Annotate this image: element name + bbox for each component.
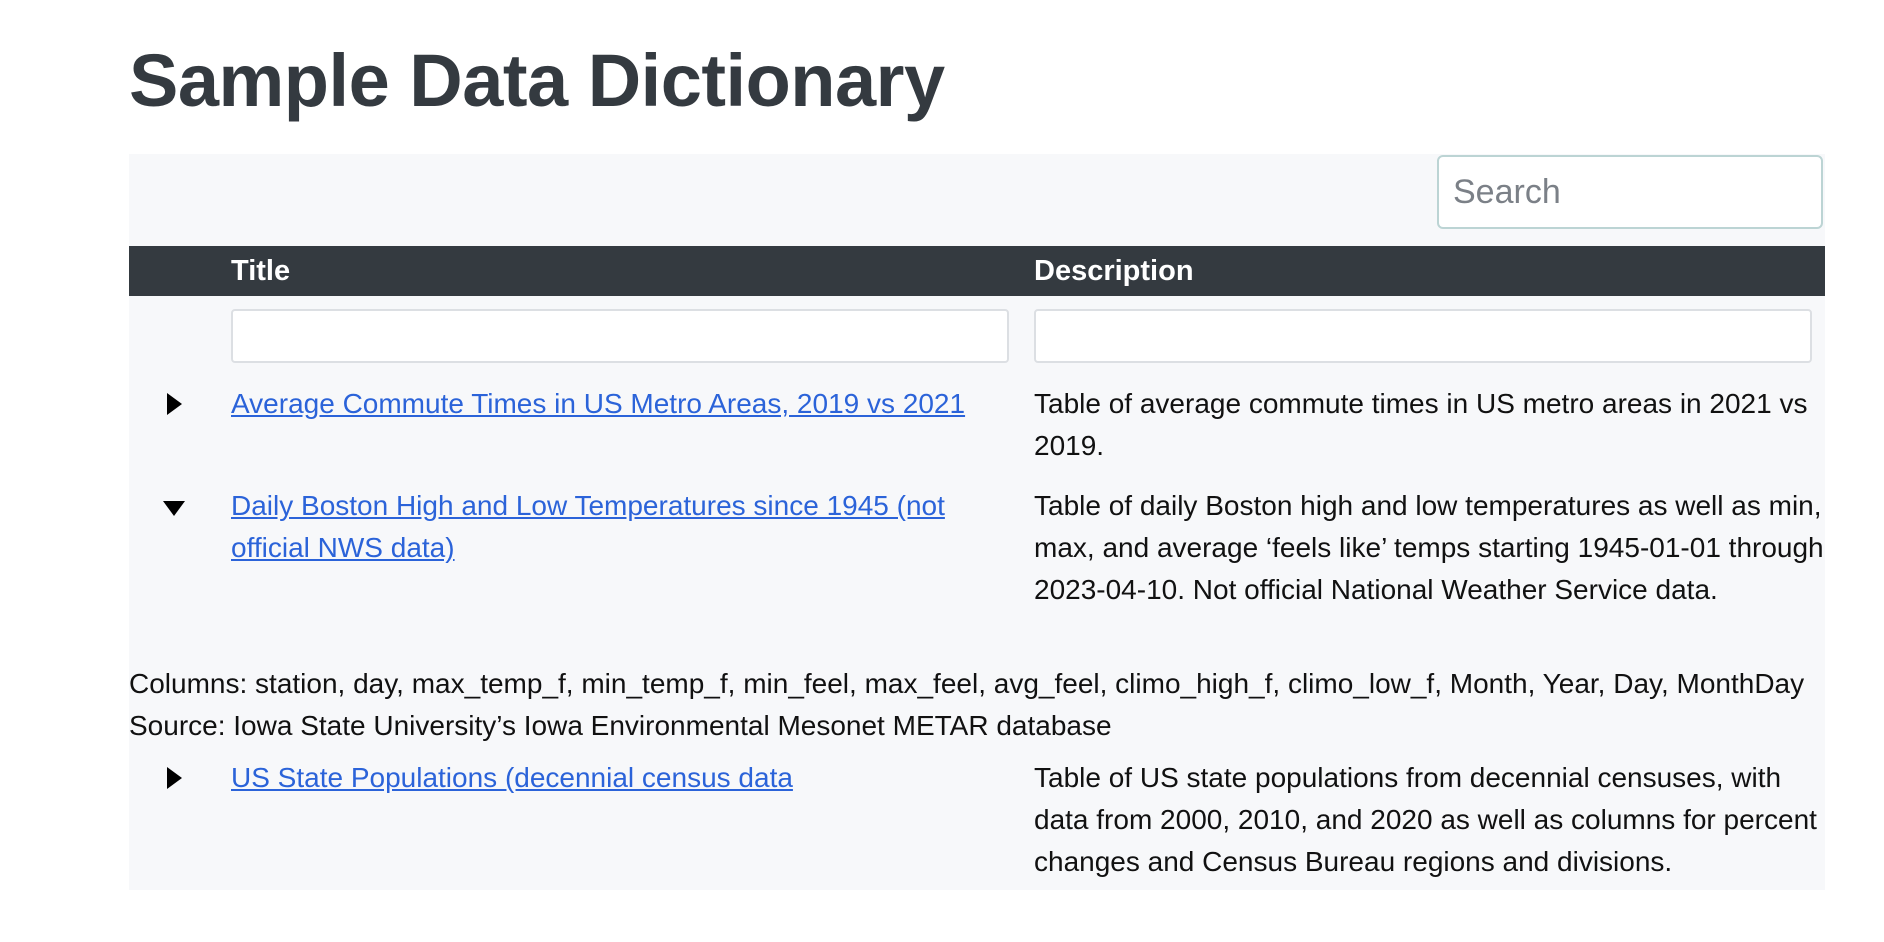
caret-down-icon (163, 501, 185, 516)
column-header-description[interactable]: Description (1034, 255, 1194, 287)
title-filter-input[interactable] (231, 309, 1009, 363)
caret-right-icon (167, 767, 182, 789)
expand-row-toggle[interactable] (163, 767, 185, 789)
search-input[interactable] (1437, 155, 1823, 229)
expand-row-toggle[interactable] (163, 393, 185, 415)
row-details-source: Source: Iowa State University’s Iowa Environmental Mesonet METAR database (129, 710, 1112, 741)
row-description: Table of US state populations from decennial censuses, with data from 2000, 2010, and 2020 as well as columns for percent changes and Census Bureau regions and divisions. (1034, 762, 1817, 877)
row-title-link[interactable]: US State Populations (decennial census data (231, 762, 793, 793)
row-title-link[interactable]: Daily Boston High and Low Temperatures since 1945 (not official NWS data) (231, 490, 945, 563)
collapse-row-toggle[interactable] (163, 497, 185, 519)
column-header-title[interactable]: Title (231, 255, 291, 287)
caret-right-icon (167, 393, 182, 415)
row-description: Table of average commute times in US metro areas in 2021 vs 2019. (1034, 388, 1808, 461)
description-filter-input[interactable] (1034, 309, 1812, 363)
table-header (129, 246, 1825, 296)
page-title: Sample Data Dictionary (129, 39, 945, 122)
row-title-link[interactable]: Average Commute Times in US Metro Areas, 2019 vs 2021 (231, 388, 966, 419)
row-details-columns: Columns: station, day, max_temp_f, min_temp_f, min_feel, max_feel, avg_feel, climo_high_f, climo_low_f, Month, Year, Day, MonthDay (129, 668, 1805, 699)
row-description: Table of daily Boston high and low temperatures as well as min, max, and average ‘feels like’ temps starting 1945-01-01 through 2023-04-10. Not official National Weather Service data. (1034, 490, 1824, 605)
